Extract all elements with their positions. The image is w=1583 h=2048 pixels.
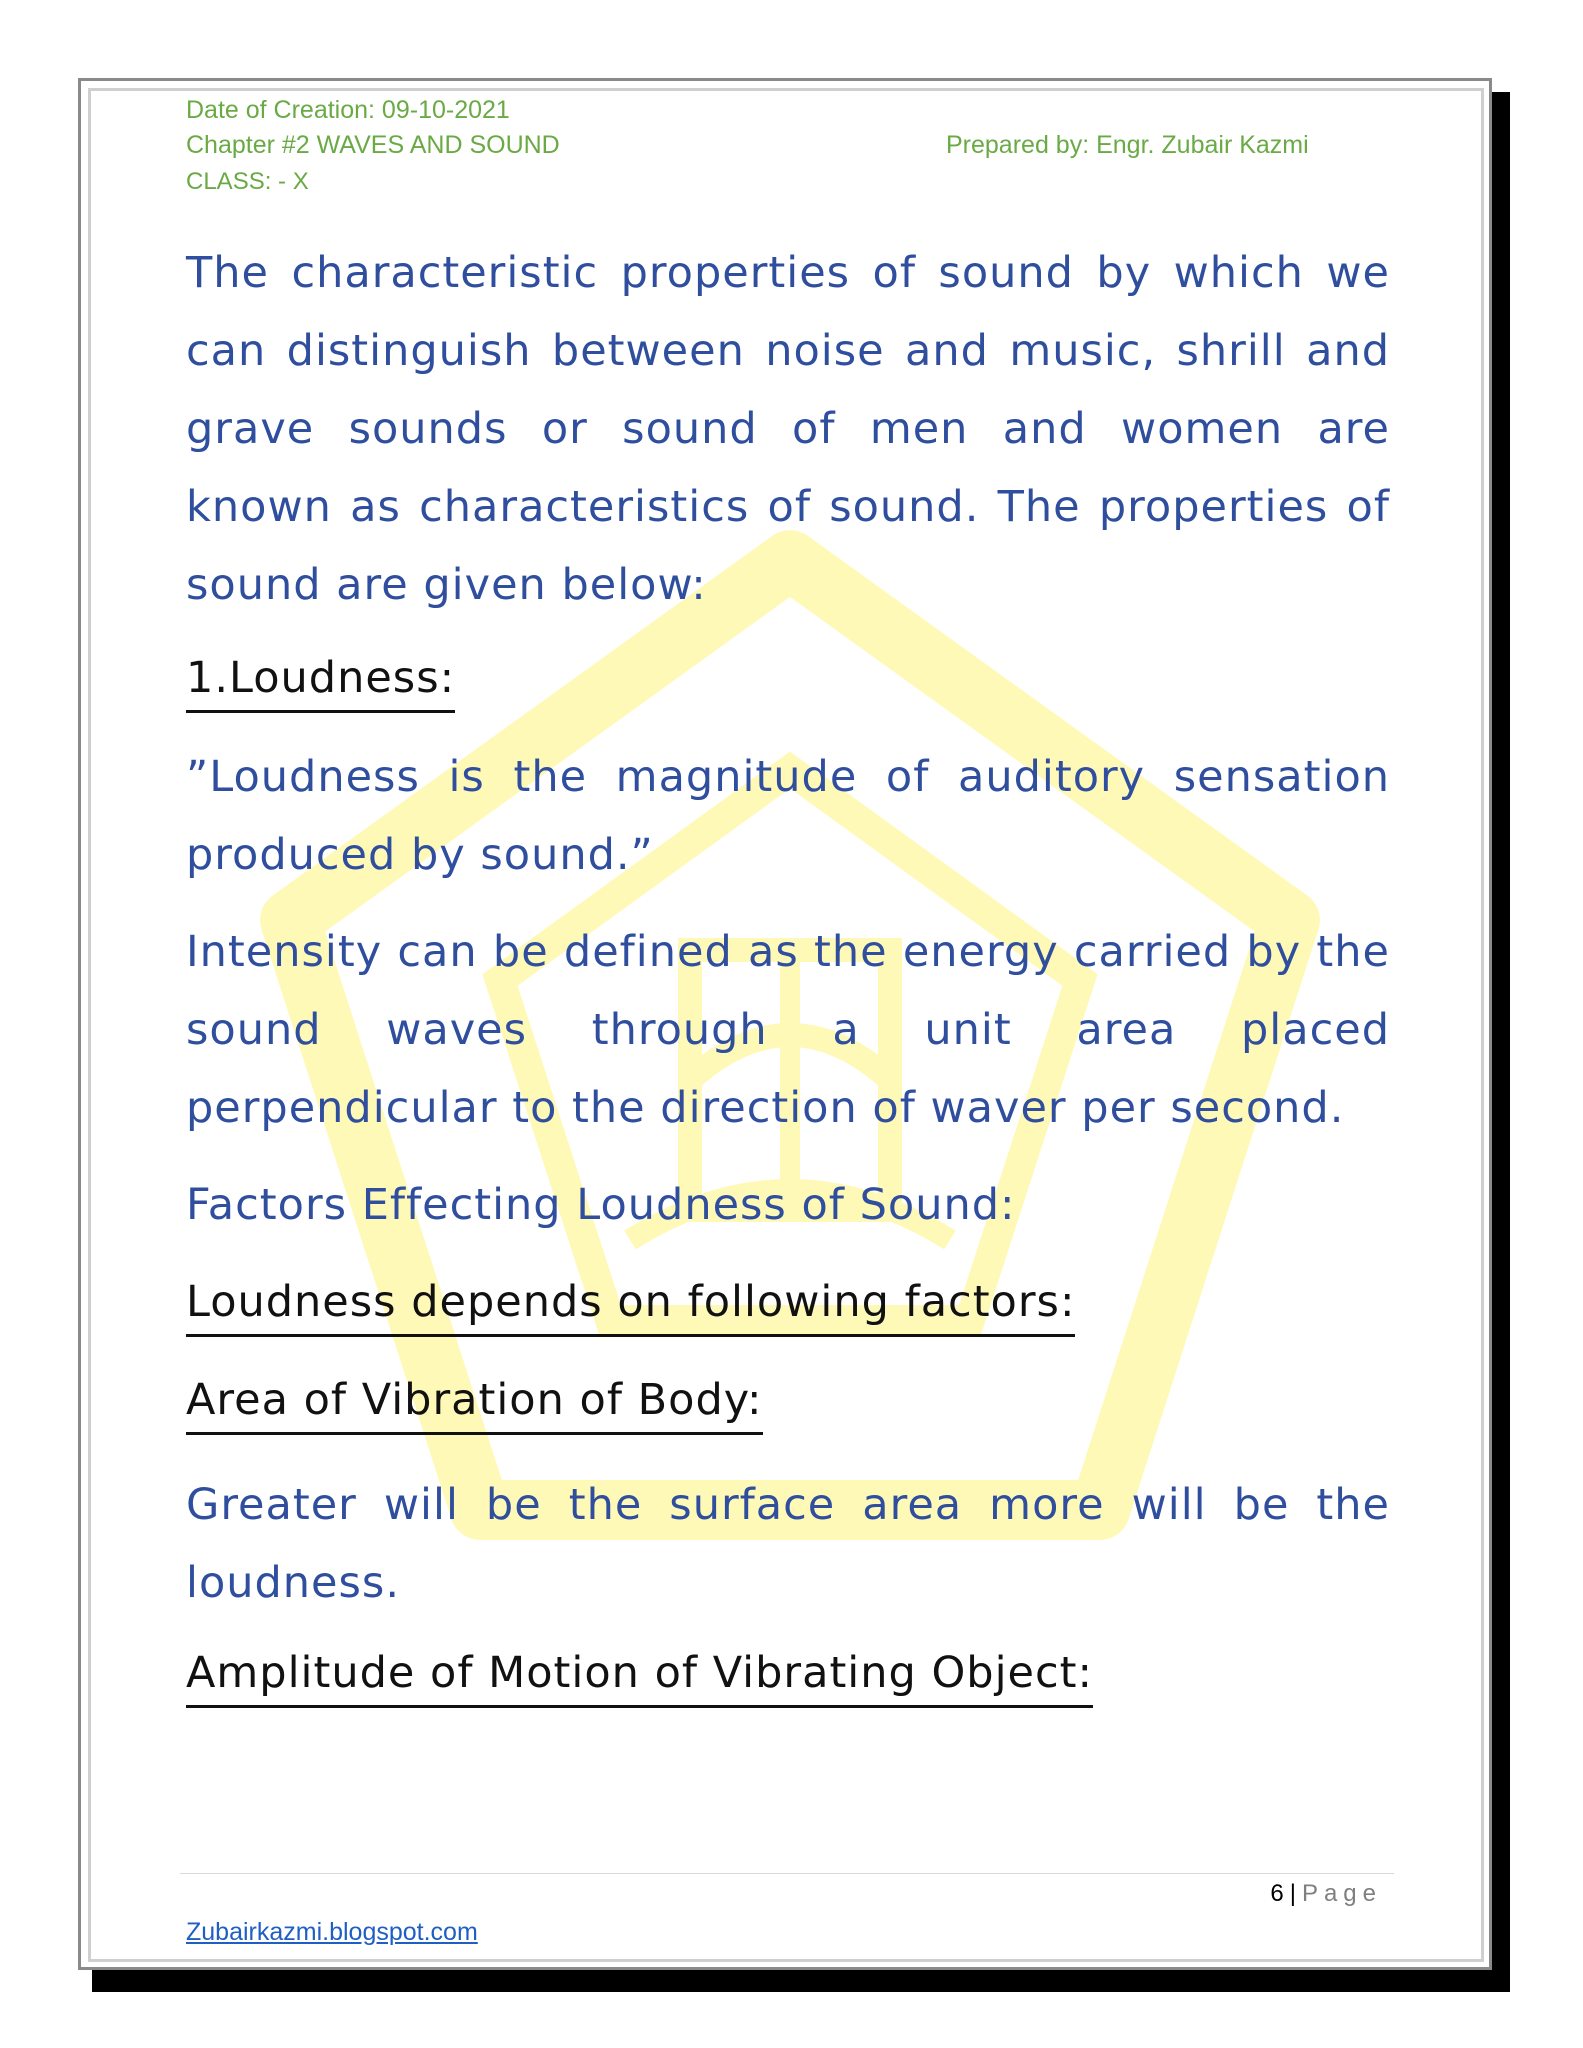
page-number	[1270, 1880, 1382, 1908]
depends-heading: Loudness depends on following factors:	[186, 1272, 1075, 1337]
amplitude-heading: Amplitude of Motion of Vibrating Object:	[186, 1643, 1093, 1708]
page-label: Page	[1301, 1880, 1382, 1907]
footer-divider	[180, 1873, 1394, 1874]
factors-title: Factors Effecting Loudness of Sound:	[186, 1180, 1016, 1230]
loudness-heading: 1.Loudness:	[186, 648, 455, 713]
loudness-definition: ”Loudness is the magnitude of auditory sensation produced by sound.”	[186, 752, 1390, 880]
page-separator: |	[1289, 1880, 1296, 1907]
page-number-value: 6	[1270, 1880, 1284, 1907]
blog-link[interactable]: Zubairkazmi.blogspot.com	[186, 1918, 478, 1946]
intro-paragraph: The characteristic properties of sound by which we can distinguish between noise and music, shrill and grave sounds or sound of men and women are known as characteristics of sound. The properties of sound are given below:	[186, 248, 1390, 610]
area-heading: Area of Vibration of Body:	[186, 1370, 763, 1435]
prepared-by: Prepared by: Engr. Zubair Kazmi	[946, 131, 1309, 159]
chapter-title: Chapter #2 WAVES AND SOUND	[186, 131, 560, 159]
area-paragraph: Greater will be the surface area more will be the loudness.	[186, 1480, 1390, 1608]
class-label: CLASS: - X	[186, 168, 309, 195]
intensity-paragraph: Intensity can be defined as the energy carried by the sound waves through a unit area placed perpendicular to the direction of waver per second.	[186, 927, 1390, 1133]
creation-date: Date of Creation: 09-10-2021	[186, 96, 510, 124]
